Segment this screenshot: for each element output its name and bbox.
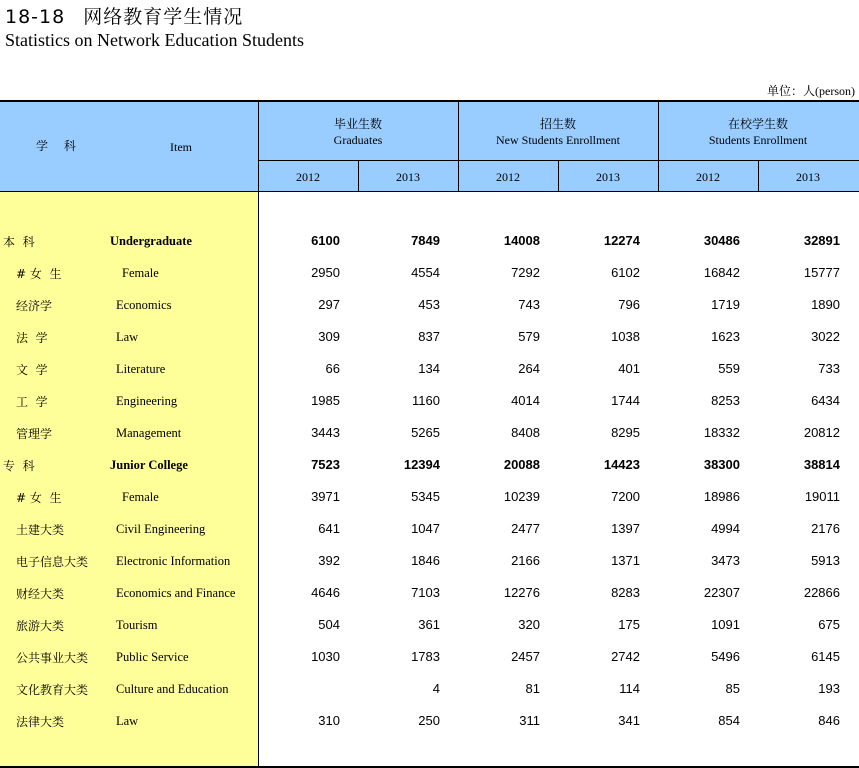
row-label-en: Law [116, 714, 139, 728]
table-cell: 38300 [703, 457, 740, 472]
table-cell: 6434 [811, 393, 840, 408]
table-cell: 8295 [611, 425, 640, 440]
table-cell: 5345 [411, 489, 440, 504]
header-item-en: Item [170, 140, 192, 154]
row-label-en: Engineering [116, 394, 178, 408]
header-year: 2013 [396, 170, 420, 184]
table-cell: 1038 [611, 329, 640, 344]
table-cell: 14423 [603, 457, 640, 472]
table-cell: 32891 [803, 233, 840, 248]
table-cell: 361 [418, 617, 440, 632]
row-label-en: Economics [116, 298, 172, 312]
table-cell: 5265 [411, 425, 440, 440]
row-label-cn: 电子信息大类 [16, 555, 89, 569]
table-cell: 309 [318, 329, 340, 344]
table-cell: 1047 [411, 521, 440, 536]
table-cell: 4 [432, 681, 440, 696]
table-cell: 504 [318, 617, 340, 632]
table-cell: 7523 [311, 457, 340, 472]
row-label-en: Tourism [116, 618, 158, 632]
row-label-en: Culture and Education [116, 682, 229, 696]
table-row [0, 265, 859, 297]
table-row [0, 713, 859, 745]
table-cell: 22307 [703, 585, 740, 600]
header-group-en: New Students Enrollment [496, 133, 620, 147]
row-label-cn: 法 学 [16, 331, 48, 345]
table-number: 18-18 [5, 6, 66, 28]
header-group-new-enrollment [458, 116, 658, 148]
table-cell: 453 [418, 297, 440, 312]
table-cell: 341 [618, 713, 640, 728]
header-group-students-enrollment [658, 116, 858, 148]
table-cell: 2457 [511, 649, 540, 664]
row-label-cn: 旅游大类 [16, 619, 65, 633]
table-row-undergraduate [0, 233, 859, 265]
table-cell: 5913 [811, 553, 840, 568]
table-cell: 12394 [403, 457, 440, 472]
table-cell: 81 [525, 681, 540, 696]
header-year: 2013 [596, 170, 620, 184]
table-cell: 733 [818, 361, 840, 376]
table-cell: 134 [418, 361, 440, 376]
table-cell: 8408 [511, 425, 540, 440]
table-cell: 38814 [803, 457, 840, 472]
table-row [0, 361, 859, 393]
table-cell: 30486 [703, 233, 740, 248]
row-label-cn: 本 科 [3, 235, 35, 249]
row-label-en: Management [116, 426, 182, 440]
row-label-cn: 公共事业大类 [16, 651, 89, 665]
row-label-cn: 法律大类 [16, 715, 65, 729]
table-cell: 4994 [711, 521, 740, 536]
table-cell: 12276 [503, 585, 540, 600]
table-cell: 4014 [511, 393, 540, 408]
table-cell: 579 [518, 329, 540, 344]
table-cell: 837 [418, 329, 440, 344]
row-label-en: Female [122, 266, 159, 280]
header-year: 2013 [796, 170, 820, 184]
row-label-cn: 财经大类 [16, 587, 65, 601]
table-cell: 2166 [511, 553, 540, 568]
table-cell: 5496 [711, 649, 740, 664]
table-cell: 8253 [711, 393, 740, 408]
table-cell: 1890 [811, 297, 840, 312]
header-group-en: Students Enrollment [708, 133, 808, 147]
table-cell: 2742 [611, 649, 640, 664]
row-label-en: Undergraduate [110, 234, 192, 248]
table-cell: 297 [318, 297, 340, 312]
table-cell: 250 [418, 713, 440, 728]
row-label-cn: 工 学 [16, 395, 48, 409]
table-cell: 1985 [311, 393, 340, 408]
table-row [0, 553, 859, 585]
table-cell: 114 [619, 681, 640, 696]
table-title-cn-text: 网络教育学生情况 [83, 6, 244, 28]
table-cell: 854 [718, 713, 740, 728]
table-cell: 1091 [711, 617, 740, 632]
table-cell: 392 [318, 553, 340, 568]
row-label-cn: 土建大类 [16, 523, 65, 537]
header-group-cn: 毕业生数 [333, 117, 382, 131]
table-cell: 14008 [503, 233, 540, 248]
table-cell: 7849 [411, 233, 440, 248]
table-cell: 1846 [411, 553, 440, 568]
table-row [0, 585, 859, 617]
table-cell: 12274 [603, 233, 640, 248]
table-cell: 66 [325, 361, 340, 376]
table-cell: 19011 [804, 489, 840, 504]
header-year: 2012 [296, 170, 320, 184]
table-cell: 3022 [811, 329, 840, 344]
table-cell: 4646 [311, 585, 340, 600]
table-cell: 193 [818, 681, 840, 696]
table-row [0, 329, 859, 361]
row-label-cn: 经济学 [16, 299, 53, 313]
table-cell: 641 [318, 521, 340, 536]
table-cell: 3443 [311, 425, 340, 440]
table-cell: 175 [618, 617, 640, 632]
row-label-en: Law [116, 330, 139, 344]
row-label-cn: 专 科 [3, 459, 35, 473]
table-cell: 18986 [703, 489, 740, 504]
row-label-en: Civil Engineering [116, 522, 206, 536]
table-row [0, 393, 859, 425]
table-cell: 1623 [711, 329, 740, 344]
table-cell: 559 [718, 361, 740, 376]
row-label-cn: 管理学 [16, 427, 53, 441]
unit-en: (person) [815, 84, 855, 98]
row-label-cn: # 女 生 [16, 267, 62, 281]
table-cell: 2477 [511, 521, 540, 536]
header-item-cn: 学 科 [36, 139, 82, 153]
row-label-en: Junior College [110, 458, 188, 472]
table-cell: 6100 [311, 233, 340, 248]
table-cell: 6102 [611, 265, 640, 280]
header-group-cn: 招生数 [539, 117, 576, 131]
unit-cn: 单位：人 [767, 84, 816, 98]
unit-label [767, 82, 855, 99]
row-label-en: Literature [116, 362, 166, 376]
table-cell: 4554 [411, 265, 440, 280]
row-label-cn: 文化教育大类 [16, 683, 89, 697]
table-cell: 20088 [503, 457, 540, 472]
header-group-cn: 在校学生数 [727, 117, 788, 131]
table-row [0, 617, 859, 649]
table-row [0, 649, 859, 681]
row-label-cn: 文 学 [16, 363, 48, 377]
table-row [0, 297, 859, 329]
table-cell: 675 [818, 617, 840, 632]
table-cell: 7103 [411, 585, 440, 600]
table-cell: 8283 [611, 585, 640, 600]
table-row [0, 681, 859, 713]
table-cell: 1719 [711, 297, 740, 312]
table-row [0, 425, 859, 457]
table-cell: 2176 [811, 521, 840, 536]
table-cell: 264 [518, 361, 540, 376]
table-cell: 85 [725, 681, 740, 696]
table-cell: 7200 [611, 489, 640, 504]
table-cell: 10239 [503, 489, 540, 504]
table-cell: 846 [818, 713, 840, 728]
header-year: 2012 [496, 170, 520, 184]
row-label-en: Public Service [116, 650, 189, 664]
table-cell: 320 [518, 617, 540, 632]
table-cell: 743 [518, 297, 540, 312]
table-cell: 22866 [803, 585, 840, 600]
table-cell: 18332 [703, 425, 740, 440]
table-row [0, 489, 859, 521]
table-cell: 20812 [803, 425, 840, 440]
table-row-junior-college [0, 457, 859, 489]
table-cell: 1783 [411, 649, 440, 664]
header-group-graduates [258, 116, 458, 148]
table-cell: 6145 [811, 649, 840, 664]
table-cell: 1160 [412, 393, 440, 408]
table-cell: 1371 [611, 553, 640, 568]
table-cell: 3473 [711, 553, 740, 568]
table-cell: 310 [318, 713, 340, 728]
header-year: 2012 [696, 170, 720, 184]
row-label-en: Electronic Information [116, 554, 231, 568]
table-title-cn [5, 2, 243, 29]
header-bottom-rule [0, 191, 859, 192]
table-cell: 3971 [311, 489, 340, 504]
table-title-en: Statistics on Network Education Students [5, 30, 304, 50]
table-row [0, 521, 859, 553]
table-cell: 15777 [803, 265, 840, 280]
header-group-en: Graduates [333, 133, 383, 147]
table-cell: 16842 [703, 265, 740, 280]
table-cell: 311 [519, 713, 540, 728]
table-cell: 1744 [611, 393, 640, 408]
table-cell: 7292 [511, 265, 540, 280]
table-cell: 1397 [611, 521, 640, 536]
row-label-en: Female [122, 490, 159, 504]
row-label-en: Economics and Finance [116, 586, 236, 600]
table-cell: 796 [618, 297, 640, 312]
table-cell: 1030 [311, 649, 340, 664]
table-cell: 401 [618, 361, 640, 376]
table-cell: 2950 [311, 265, 340, 280]
row-label-cn: # 女 生 [16, 491, 62, 505]
